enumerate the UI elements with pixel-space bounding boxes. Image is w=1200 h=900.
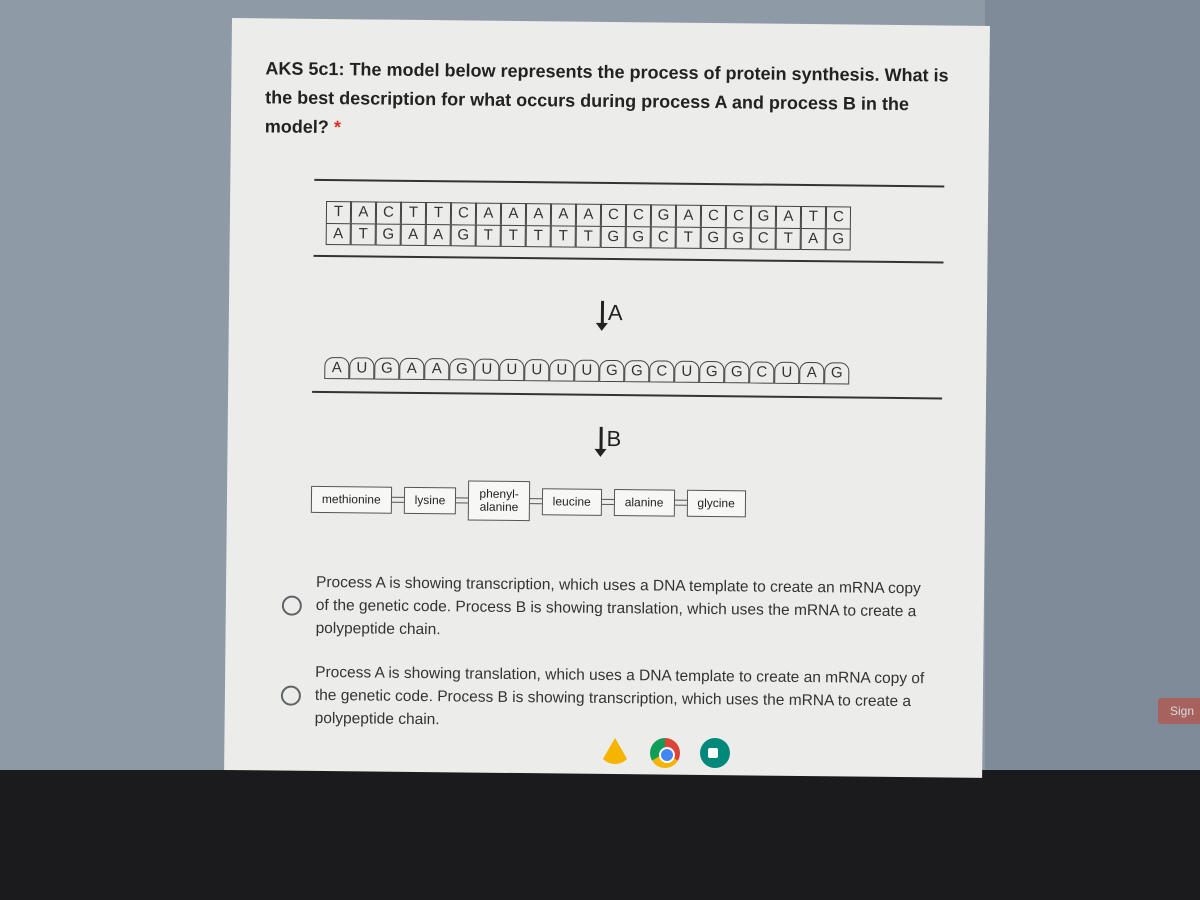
dna-base: A (526, 203, 551, 225)
dna-base: A (401, 224, 426, 246)
mrna-base: G (824, 362, 849, 384)
amino-acid-label: lysine (414, 492, 446, 507)
amino-acid (614, 489, 675, 517)
meet-icon[interactable] (700, 738, 730, 768)
dna-base: A (551, 203, 576, 225)
dna-base: G (451, 224, 476, 246)
dna-base: A (776, 206, 801, 228)
amino-acid (542, 488, 602, 516)
peptide-bond (602, 499, 614, 505)
dna-base: T (426, 202, 451, 224)
dna-base: T (401, 202, 426, 224)
dna-base: G (751, 205, 776, 227)
mrna-base: U (674, 361, 699, 383)
amino-acid (311, 485, 392, 513)
mrna-base: C (649, 360, 674, 382)
mrna-base: U (549, 359, 574, 381)
dna-base: G (826, 228, 851, 250)
radio-button-icon[interactable] (281, 685, 301, 705)
figure-top-rule (314, 179, 944, 188)
drive-icon[interactable] (600, 738, 630, 764)
dna-base: C (626, 204, 651, 226)
amino-acid (686, 489, 746, 517)
process-a-arrow (601, 300, 623, 326)
dna-base: T (776, 228, 801, 250)
taskbar-dock (600, 738, 730, 768)
process-b-label: B (606, 425, 622, 452)
dna-base: C (726, 205, 751, 227)
dna-base: T (801, 206, 826, 228)
peptide-bond (674, 500, 686, 506)
dna-base: T (676, 227, 701, 249)
amino-acid-label: phenyl- (479, 486, 519, 502)
mrna-strand (324, 357, 849, 384)
process-b-arrow (599, 426, 621, 452)
process-a-label: A (607, 299, 623, 326)
dna-base: A (576, 204, 601, 226)
dna-base: T (476, 225, 501, 247)
peptide-bond (456, 497, 468, 503)
protein-synthesis-figure (310, 179, 944, 566)
dna-base: G (701, 227, 726, 249)
mrna-base: U (524, 359, 549, 381)
amino-acid (404, 486, 457, 514)
amino-acid-label: alanine (479, 499, 519, 515)
answer-option-text: Process A is showing transcription, which uses a DNA template to create an mRNA copy of the genetic code. Process B is showing translation, which uses the mRNA to create a polypeptide chain. (315, 573, 921, 639)
dna-bottom-strand (326, 223, 851, 250)
amino-acid-label: alanine (624, 494, 664, 510)
down-arrow-icon (601, 301, 604, 325)
dna-base: T (551, 225, 576, 247)
mrna-base: U (349, 357, 374, 379)
background-dark-area (0, 770, 1200, 900)
dna-base: C (451, 202, 476, 224)
dna-base: A (676, 205, 701, 227)
dna-base: C (601, 204, 626, 226)
mrna-base: A (424, 358, 449, 380)
dna-bottom-rule (314, 255, 944, 264)
dna-base: T (326, 201, 351, 223)
dna-base: T (501, 225, 526, 247)
answer-option-text: Process A is showing translation, which uses a DNA template to create an mRNA copy of the genetic code. Process B is showing transcription, which uses the mRNA to create a polypeptide chain. (314, 663, 925, 729)
dna-base: A (351, 201, 376, 223)
dna-base: A (326, 223, 351, 245)
dna-base: C (751, 227, 776, 249)
peptide-bond (530, 498, 542, 504)
dna-base: C (651, 226, 676, 248)
dna-base: C (701, 205, 726, 227)
dna-base: A (501, 203, 526, 225)
peptide-bond (392, 497, 404, 503)
dna-base: A (476, 203, 501, 225)
mrna-base: U (774, 362, 799, 384)
down-arrow-icon (599, 427, 602, 451)
mrna-base: G (724, 361, 749, 383)
mrna-base: G (699, 361, 724, 383)
dna-base: A (426, 224, 451, 246)
dna-base: T (351, 223, 376, 245)
dna-base: G (626, 226, 651, 248)
radio-button-icon[interactable] (282, 595, 302, 615)
dna-base: C (376, 202, 401, 224)
polypeptide-chain (311, 479, 746, 524)
dna-base: T (526, 225, 551, 247)
mrna-base: C (749, 361, 774, 383)
answer-option-1[interactable] (281, 571, 932, 647)
dna-base: G (376, 224, 401, 246)
dna-base: G (651, 204, 676, 226)
amino-acid-label: methionine (321, 491, 381, 507)
mrna-base: G (374, 358, 399, 380)
mrna-base: G (599, 360, 624, 382)
dna-base: A (801, 228, 826, 250)
mrna-base: A (324, 357, 349, 379)
required-mark: * (333, 117, 342, 138)
question-body: AKS 5c1: The model below represents the process of protein synthesis. What is the best description for what occurs during process A and process B in the model? (264, 58, 949, 138)
chrome-icon[interactable] (650, 738, 680, 768)
mrna-base: A (399, 358, 424, 380)
question-card (224, 18, 990, 778)
dna-base: G (601, 226, 626, 248)
mrna-rule (312, 391, 942, 400)
amino-acid (468, 481, 530, 522)
mrna-base: A (799, 362, 824, 384)
mrna-base: G (449, 358, 474, 380)
side-panel (985, 0, 1200, 770)
mrna-base: U (574, 360, 599, 382)
dna-base: T (576, 226, 601, 248)
mrna-base: G (624, 360, 649, 382)
sign-in-button[interactable]: Sign (1158, 698, 1200, 724)
amino-acid-label: glycine (697, 495, 735, 510)
amino-acid-label: leucine (552, 493, 591, 509)
answer-option-2[interactable] (281, 661, 932, 737)
question-text (265, 54, 956, 148)
dna-base: C (826, 206, 851, 228)
mrna-base: U (499, 359, 524, 381)
dna-base: G (726, 227, 751, 249)
mrna-base: U (474, 359, 499, 381)
